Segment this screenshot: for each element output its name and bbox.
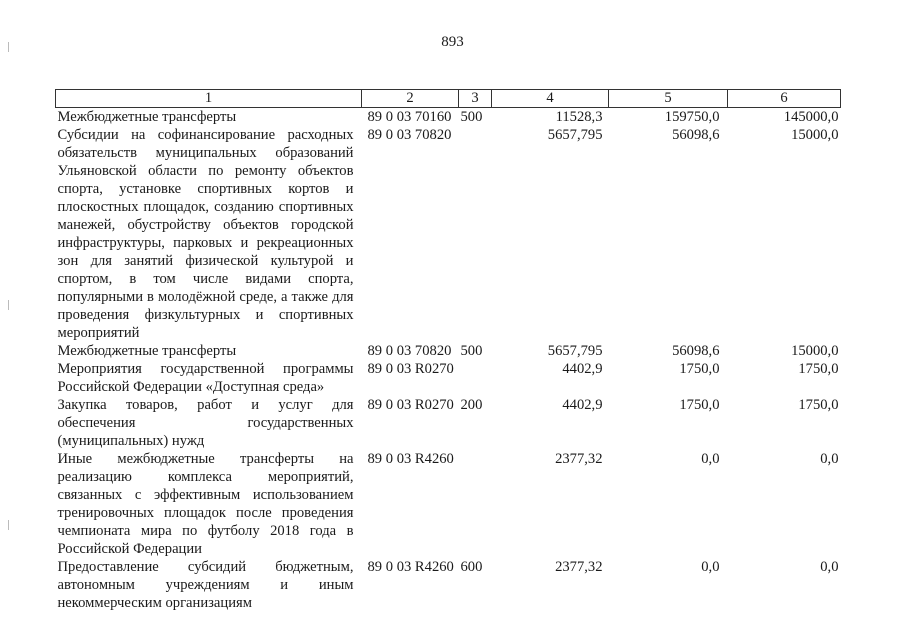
row-value-col4: 4402,9 (562, 397, 603, 413)
table-row (56, 450, 841, 558)
header-col-3: 3 (459, 90, 492, 108)
row-value-col4: 11528,3 (555, 109, 603, 125)
header-col-5: 5 (609, 90, 728, 108)
row-code: 89 0 03 70820 (367, 343, 452, 359)
header-col-2: 2 (362, 90, 459, 108)
row-value-col5: 0,0 (701, 451, 720, 467)
table-row (56, 108, 841, 127)
row-value-col6: 1750,0 (798, 361, 839, 377)
row-value-col4: 5657,795 (547, 127, 603, 143)
row-name: Иные межбюджетные трансферты на реализацию комплекса мероприятий, связанных с эффективным использованием тренировочных площадок после проведения чемпионата мира по футболу 2018 года в Российской Федерации (57, 451, 354, 557)
table-row (56, 558, 841, 612)
row-value-col5: 159750,0 (664, 109, 720, 125)
row-value-col4: 5657,795 (547, 343, 603, 359)
budget-table (55, 89, 841, 612)
header-col-6: 6 (728, 90, 841, 108)
header-col-4: 4 (492, 90, 609, 108)
table-row (56, 126, 841, 342)
page-number: 893 (441, 34, 464, 50)
row-expense-type (459, 450, 492, 558)
row-value-col6: 0,0 (820, 559, 839, 575)
row-code: 89 0 03 R4260 (367, 451, 454, 467)
table-body (56, 108, 841, 613)
row-expense-type: 500 (460, 109, 483, 125)
row-code: 89 0 03 R4260 (367, 559, 454, 575)
row-code: 89 0 03 70160 (367, 109, 452, 125)
row-value-col4: 2377,32 (555, 559, 603, 575)
row-value-col5: 56098,6 (672, 343, 720, 359)
row-value-col6: 15000,0 (791, 343, 839, 359)
row-value-col6: 0,0 (820, 451, 839, 467)
row-name: Закупка товаров, работ и услуг для обеспечения государственных (муниципальных) нужд (57, 397, 354, 449)
row-code: 89 0 03 70820 (367, 127, 452, 143)
row-name: Субсидии на софинансирование расходных обязательств муниципальных образований Ульяновской области по ремонту объектов спорта, установке спортивных кортов и плоскостных площадок, созданию спортивных манежей, обустройству объектов городской инфраструктуры, парковых и рекреационных зон для занятий физической культурой и спортом, в том числе видами спорта, популярными в молодёжной среде, а также для проведения физкультурных и спортивных мероприятий (57, 127, 354, 341)
header-row (56, 90, 841, 108)
row-expense-type (459, 360, 492, 396)
row-code: 89 0 03 R0270 (367, 361, 454, 377)
row-expense-type: 500 (460, 343, 483, 359)
row-expense-type: 600 (460, 559, 483, 575)
row-value-col5: 1750,0 (679, 397, 720, 413)
table-row (56, 396, 841, 450)
table-row (56, 360, 841, 396)
row-expense-type: 200 (460, 397, 483, 413)
row-code: 89 0 03 R0270 (367, 397, 454, 413)
table-header (56, 90, 841, 108)
row-value-col4: 2377,32 (555, 451, 603, 467)
margin-mark (8, 520, 9, 530)
row-value-col4: 4402,9 (562, 361, 603, 377)
row-name: Предоставление субсидий бюджетным, автономным учреждениям и иным некоммерческим организациям (57, 559, 354, 611)
row-value-col6: 1750,0 (798, 397, 839, 413)
header-col-1: 1 (56, 90, 362, 108)
row-expense-type (459, 126, 492, 342)
table-row (56, 342, 841, 360)
row-value-col6: 15000,0 (791, 127, 839, 143)
row-name: Межбюджетные трансферты (57, 343, 237, 359)
row-value-col5: 0,0 (701, 559, 720, 575)
row-value-col6: 145000,0 (783, 109, 839, 125)
row-value-col5: 1750,0 (679, 361, 720, 377)
margin-mark (8, 300, 9, 310)
row-name: Межбюджетные трансферты (57, 109, 237, 125)
row-value-col5: 56098,6 (672, 127, 720, 143)
row-name: Мероприятия государственной программы Российской Федерации «Доступная среда» (57, 361, 354, 395)
